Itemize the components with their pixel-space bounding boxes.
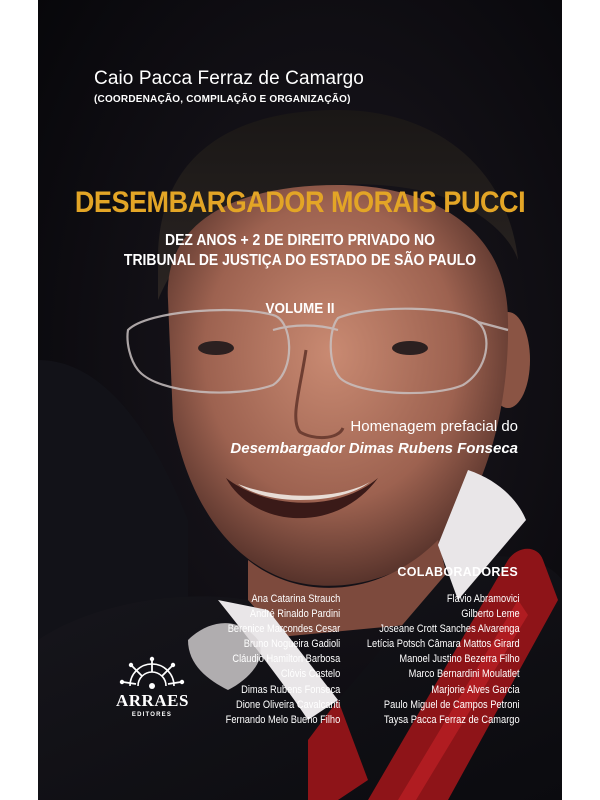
collaborator-name: Dione Oliveira Cavalcanti xyxy=(235,698,340,711)
collaborator-name: Berenice Marcondes Cesar xyxy=(227,623,340,636)
book-cover xyxy=(38,0,562,800)
collaborator-name: Joseane Crott Sanches Alvarenga xyxy=(379,623,520,636)
collaborator-name: Marco Bernardini Moulatlet xyxy=(409,668,520,681)
collaborator-name: Letícia Potsch Câmara Mattos Girard xyxy=(367,638,520,651)
publisher-logo-tagline: EDITORES xyxy=(131,712,173,718)
tribute-line: Homenagem prefacial do xyxy=(350,418,518,435)
collaborator-name: Bruno Nogueira Gadioli xyxy=(243,638,340,651)
author-role: (COORDENAÇÃO, COMPILAÇÃO E ORGANIZAÇÃO) xyxy=(94,94,351,105)
author-name: Caio Pacca Ferraz de Camargo xyxy=(94,68,364,89)
subtitle-line-1: DEZ ANOS + 2 DE DIREITO PRIVADO NO xyxy=(165,232,435,249)
collaborator-name: Paulo Miguel de Campos Petroni xyxy=(384,698,520,711)
collaborators-left-list xyxy=(225,592,340,728)
collaborator-name: Cláudio Hamilton Barbosa xyxy=(232,653,340,666)
volume-label: VOLUME II xyxy=(265,300,335,317)
collaborator-name: Dimas Rubens Fonseca xyxy=(240,683,340,696)
collaborator-name: André Rinaldo Pardini xyxy=(249,608,340,621)
collaborator-name: Manoel Justino Bezerra Filho xyxy=(399,653,520,666)
book-title: DESEMBARGADOR MORAIS PUCCI xyxy=(74,186,526,219)
collaborator-name: Flavio Abramovici xyxy=(447,593,520,605)
publisher-logo-wordmark: ARRAES xyxy=(116,691,189,710)
collaborator-name: Clóvis Castelo xyxy=(280,668,340,681)
collaborator-name: Fernando Melo Bueno Filho xyxy=(225,713,340,726)
collaborator-name: Ana Catarina Strauch xyxy=(251,593,340,605)
honoree-name: Desembargador Dimas Rubens Fonseca xyxy=(230,440,518,457)
collaborators-right-list xyxy=(367,592,520,728)
collaborator-name: Taysa Pacca Ferraz de Camargo xyxy=(384,713,520,726)
subtitle-line-2: TRIBUNAL DE JUSTIÇA DO ESTADO DE SÃO PAULO xyxy=(123,252,477,269)
collaborators-heading: COLABORADORES xyxy=(397,565,518,579)
collaborator-name: Marjorie Alves Garcia xyxy=(431,683,520,696)
collaborator-name: Gilberto Leme xyxy=(461,608,520,621)
